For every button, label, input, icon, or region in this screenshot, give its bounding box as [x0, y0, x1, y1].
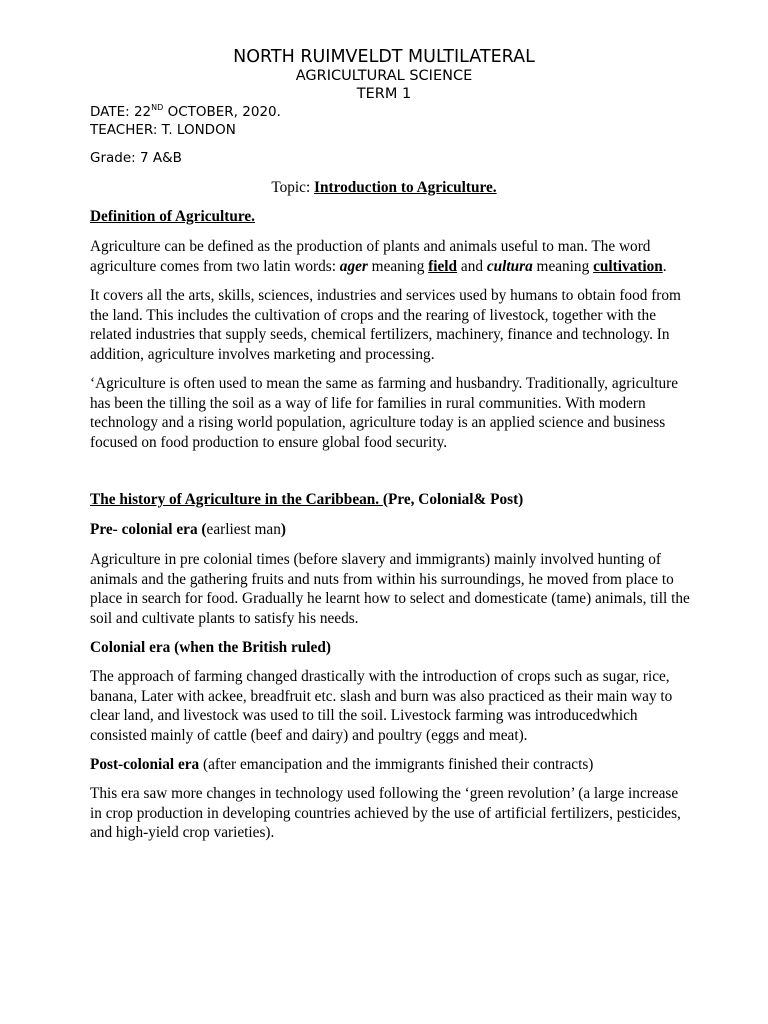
definition-paragraph-1	[90, 237, 690, 276]
cultivation-term: cultivation	[593, 257, 663, 275]
subject-title: AGRICULTURAL SCIENCE	[295, 68, 473, 84]
term-label: TERM 1	[356, 86, 412, 102]
date-line	[90, 104, 281, 120]
definition-text: meaning	[367, 257, 429, 275]
definition-heading: Definition of Agriculture.	[90, 208, 255, 225]
date-prefix: DATE: 22	[90, 104, 152, 120]
definition-text: and	[457, 257, 487, 275]
post-colonial-paragraph: This era saw more changes in technology used following the ‘green revolution’ (a large increase in crop production in developing countries achieved by the use of artificial fertilizers, pesticides, and high-yield crop varieties).	[90, 785, 681, 841]
cultura-term: cultura	[486, 257, 533, 275]
pre-colonial-label: Pre- colonial era (	[90, 521, 207, 538]
school-name: NORTH RUIMVELDT MULTILATERAL	[233, 47, 535, 67]
colonial-paragraph: The approach of farming changed drastically with the introduction of crops such as sugar, rice, banana, Later with ackee, breadfruit etc. slash and burn was also practiced as their main way to clear land, and livestock was used to till the soil. Livestock farming was introducedwhich consisted mainly of cattle (beef and dairy) and poultry (eggs and meat).	[90, 668, 673, 744]
pre-colonial-close: )	[280, 521, 286, 538]
definition-paragraph-2: It covers all the arts, skills, sciences, industries and services used by humans to obtain food from the land. This includes the cultivation of crops and the rearing of livestock, together with the related industries that supply seeds, chemical fertilizers, machinery, finance and technology. In addition, agriculture involves marketing and processing.	[90, 287, 681, 363]
pre-colonial-paragraph: Agriculture in pre colonial times (before slavery and immigrants) mainly involved hunting of animals and the gathering fruits and nuts from within his surroundings, he moved from place to place in search for food. Gradually he learnt how to select and domesticate (tame) animals, till the soil and cultivate plants to satisfy his needs.	[90, 551, 690, 627]
colonial-heading: Colonial era (when the British ruled)	[90, 639, 331, 656]
date-suffix: OCTOBER, 2020.	[163, 104, 281, 120]
grade-line: Grade: 7 A&B	[90, 150, 182, 166]
topic-line	[0, 178, 768, 198]
date-superscript: ND	[151, 103, 164, 112]
post-colonial-heading	[90, 755, 690, 775]
topic-title: Introduction to Agriculture.	[314, 179, 497, 196]
history-heading	[90, 490, 690, 510]
topic-label: Topic:	[271, 179, 315, 196]
definition-text: meaning	[532, 257, 594, 275]
pre-colonial-heading	[90, 520, 690, 540]
definition-text: Agriculture can be defined as the production of plants and animals useful to man. The word agriculture comes from two latin words:	[90, 238, 651, 275]
ager-term: ager	[339, 257, 368, 275]
pre-colonial-note: earliest man	[206, 521, 281, 538]
history-heading-title: The history of Agriculture in the Caribbean.	[90, 491, 383, 508]
teacher-line: TEACHER: T. LONDON	[90, 122, 236, 138]
history-heading-suffix: (Pre, Colonial& Post)	[382, 491, 524, 508]
post-colonial-note: (after emancipation and the immigrants finished their contracts)	[199, 756, 594, 773]
post-colonial-label: Post-colonial era	[90, 756, 200, 773]
field-term: field	[428, 257, 458, 275]
definition-paragraph-3: ‘Agriculture is often used to mean the same as farming and husbandry. Traditionally, agriculture has been the tilling the soil as a way of life for families in rural communities. With modern technology and a rising world population, agriculture today is an applied science and business focused on food production to ensure global food security.	[90, 375, 679, 451]
definition-text: .	[662, 257, 667, 275]
